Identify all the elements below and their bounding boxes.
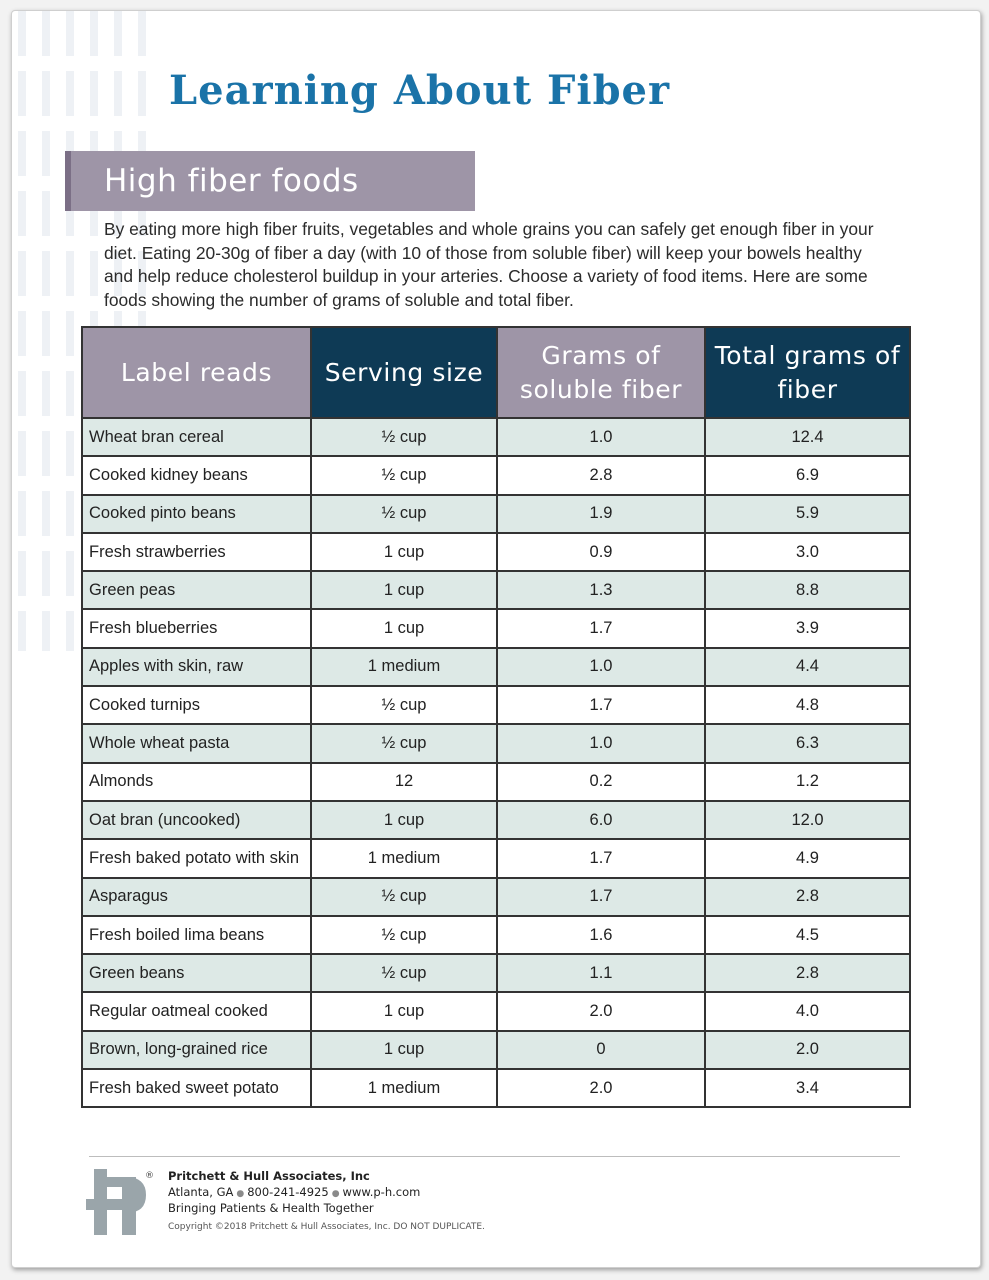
table-row <box>82 609 910 647</box>
soluble-fiber-cell: 0.2 <box>497 763 705 801</box>
soluble-fiber-cell: 1.7 <box>497 609 705 647</box>
food-name-cell: Almonds <box>82 763 311 801</box>
food-name-cell: Brown, long-grained rice <box>82 1031 311 1069</box>
page-title: Learning About Fiber <box>169 67 671 114</box>
food-name-cell: Green beans <box>82 954 311 992</box>
section-heading: High fiber foods <box>104 163 359 199</box>
food-name-cell: Apples with skin, raw <box>82 648 311 686</box>
total-fiber-cell: 8.8 <box>705 571 910 609</box>
section-heading-band <box>65 151 475 211</box>
total-fiber-cell: 12.4 <box>705 418 910 456</box>
serving-size-cell: ½ cup <box>311 916 497 954</box>
total-fiber-cell: 12.0 <box>705 801 910 839</box>
total-fiber-cell: 4.4 <box>705 648 910 686</box>
soluble-fiber-cell: 1.3 <box>497 571 705 609</box>
footer-phone: 800-241-4925 <box>247 1185 329 1199</box>
soluble-fiber-cell: 2.0 <box>497 1069 705 1107</box>
food-name-cell: Cooked turnips <box>82 686 311 724</box>
total-fiber-cell: 2.8 <box>705 954 910 992</box>
soluble-fiber-cell: 1.1 <box>497 954 705 992</box>
total-fiber-cell: 2.0 <box>705 1031 910 1069</box>
total-fiber-cell: 4.8 <box>705 686 910 724</box>
table-row <box>82 992 910 1030</box>
footer-divider <box>89 1156 900 1157</box>
food-name-cell: Asparagus <box>82 878 311 916</box>
serving-size-cell: 1 cup <box>311 533 497 571</box>
header-soluble-fiber: Grams of soluble fiber <box>497 327 705 418</box>
food-name-cell: Fresh baked sweet potato <box>82 1069 311 1107</box>
serving-size-cell: ½ cup <box>311 878 497 916</box>
soluble-fiber-cell: 1.0 <box>497 418 705 456</box>
soluble-fiber-cell: 1.7 <box>497 839 705 877</box>
total-fiber-cell: 3.4 <box>705 1069 910 1107</box>
table-row <box>82 916 910 954</box>
food-name-cell: Wheat bran cereal <box>82 418 311 456</box>
header-total-fiber: Total grams of fiber <box>705 327 910 418</box>
food-name-cell: Cooked pinto beans <box>82 495 311 533</box>
total-fiber-cell: 5.9 <box>705 495 910 533</box>
table-row <box>82 724 910 762</box>
soluble-fiber-cell: 1.9 <box>497 495 705 533</box>
total-fiber-cell: 4.5 <box>705 916 910 954</box>
table-row <box>82 801 910 839</box>
serving-size-cell: 1 medium <box>311 839 497 877</box>
footer-contact-line <box>168 1185 420 1199</box>
separator-dot-icon: ● <box>331 1189 340 1199</box>
food-name-cell: Whole wheat pasta <box>82 724 311 762</box>
table-header-row <box>82 327 910 418</box>
separator-dot-icon: ● <box>236 1189 245 1199</box>
serving-size-cell: 1 medium <box>311 1069 497 1107</box>
serving-size-cell: 1 medium <box>311 648 497 686</box>
serving-size-cell: ½ cup <box>311 724 497 762</box>
serving-size-cell: 12 <box>311 763 497 801</box>
food-name-cell: Green peas <box>82 571 311 609</box>
soluble-fiber-cell: 1.0 <box>497 724 705 762</box>
serving-size-cell: 1 cup <box>311 1031 497 1069</box>
serving-size-cell: ½ cup <box>311 495 497 533</box>
soluble-fiber-cell: 0 <box>497 1031 705 1069</box>
footer-company: Pritchett & Hull Associates, Inc <box>168 1169 370 1183</box>
table-row <box>82 571 910 609</box>
registered-mark: ® <box>145 1171 154 1181</box>
serving-size-cell: 1 cup <box>311 571 497 609</box>
table-row <box>82 495 910 533</box>
total-fiber-cell: 4.9 <box>705 839 910 877</box>
food-name-cell: Regular oatmeal cooked <box>82 992 311 1030</box>
table-row <box>82 878 910 916</box>
footer-tagline: Bringing Patients & Health Together <box>168 1201 374 1215</box>
food-name-cell: Fresh strawberries <box>82 533 311 571</box>
table-row <box>82 686 910 724</box>
footer-copyright: Copyright ©2018 Pritchett & Hull Associates, Inc. DO NOT DUPLICATE. <box>168 1222 485 1232</box>
table-row <box>82 763 910 801</box>
table-row <box>82 954 910 992</box>
footer-website: www.p-h.com <box>342 1185 421 1199</box>
document-page <box>11 10 981 1268</box>
total-fiber-cell: 2.8 <box>705 878 910 916</box>
soluble-fiber-cell: 1.0 <box>497 648 705 686</box>
serving-size-cell: 1 cup <box>311 992 497 1030</box>
table-row <box>82 648 910 686</box>
soluble-fiber-cell: 2.0 <box>497 992 705 1030</box>
serving-size-cell: ½ cup <box>311 686 497 724</box>
food-name-cell: Fresh blueberries <box>82 609 311 647</box>
food-name-cell: Fresh boiled lima beans <box>82 916 311 954</box>
table-row <box>82 533 910 571</box>
soluble-fiber-cell: 2.8 <box>497 456 705 494</box>
serving-size-cell: 1 cup <box>311 801 497 839</box>
food-name-cell: Oat bran (uncooked) <box>82 801 311 839</box>
intro-paragraph: By eating more high fiber fruits, vegetables and whole grains you can safely get enough fiber in your diet. Eating 20-30g of fiber a day (with 10 of those from soluble fiber) will keep your bowels healthy and help reduce cholesterol buildup in your arteries. Choose a variety of food items. Here are some foods showing the number of grams of soluble and total fiber. <box>104 219 874 310</box>
serving-size-cell: ½ cup <box>311 418 497 456</box>
footer-city: Atlanta, GA <box>168 1185 234 1199</box>
total-fiber-cell: 6.3 <box>705 724 910 762</box>
soluble-fiber-cell: 0.9 <box>497 533 705 571</box>
serving-size-cell: ½ cup <box>311 954 497 992</box>
table-row <box>82 418 910 456</box>
soluble-fiber-cell: 1.7 <box>497 686 705 724</box>
header-label-reads: Label reads <box>82 327 311 418</box>
serving-size-cell: ½ cup <box>311 456 497 494</box>
food-name-cell: Fresh baked potato with skin <box>82 839 311 877</box>
total-fiber-cell: 3.9 <box>705 609 910 647</box>
header-serving-size: Serving size <box>311 327 497 418</box>
soluble-fiber-cell: 1.6 <box>497 916 705 954</box>
fiber-table <box>81 326 911 1108</box>
table-row <box>82 1031 910 1069</box>
total-fiber-cell: 1.2 <box>705 763 910 801</box>
soluble-fiber-cell: 6.0 <box>497 801 705 839</box>
ph-monogram-logo-icon <box>86 1169 148 1235</box>
table-row <box>82 456 910 494</box>
table-row <box>82 1069 910 1107</box>
food-name-cell: Cooked kidney beans <box>82 456 311 494</box>
soluble-fiber-cell: 1.7 <box>497 878 705 916</box>
total-fiber-cell: 3.0 <box>705 533 910 571</box>
table-row <box>82 839 910 877</box>
serving-size-cell: 1 cup <box>311 609 497 647</box>
total-fiber-cell: 6.9 <box>705 456 910 494</box>
total-fiber-cell: 4.0 <box>705 992 910 1030</box>
